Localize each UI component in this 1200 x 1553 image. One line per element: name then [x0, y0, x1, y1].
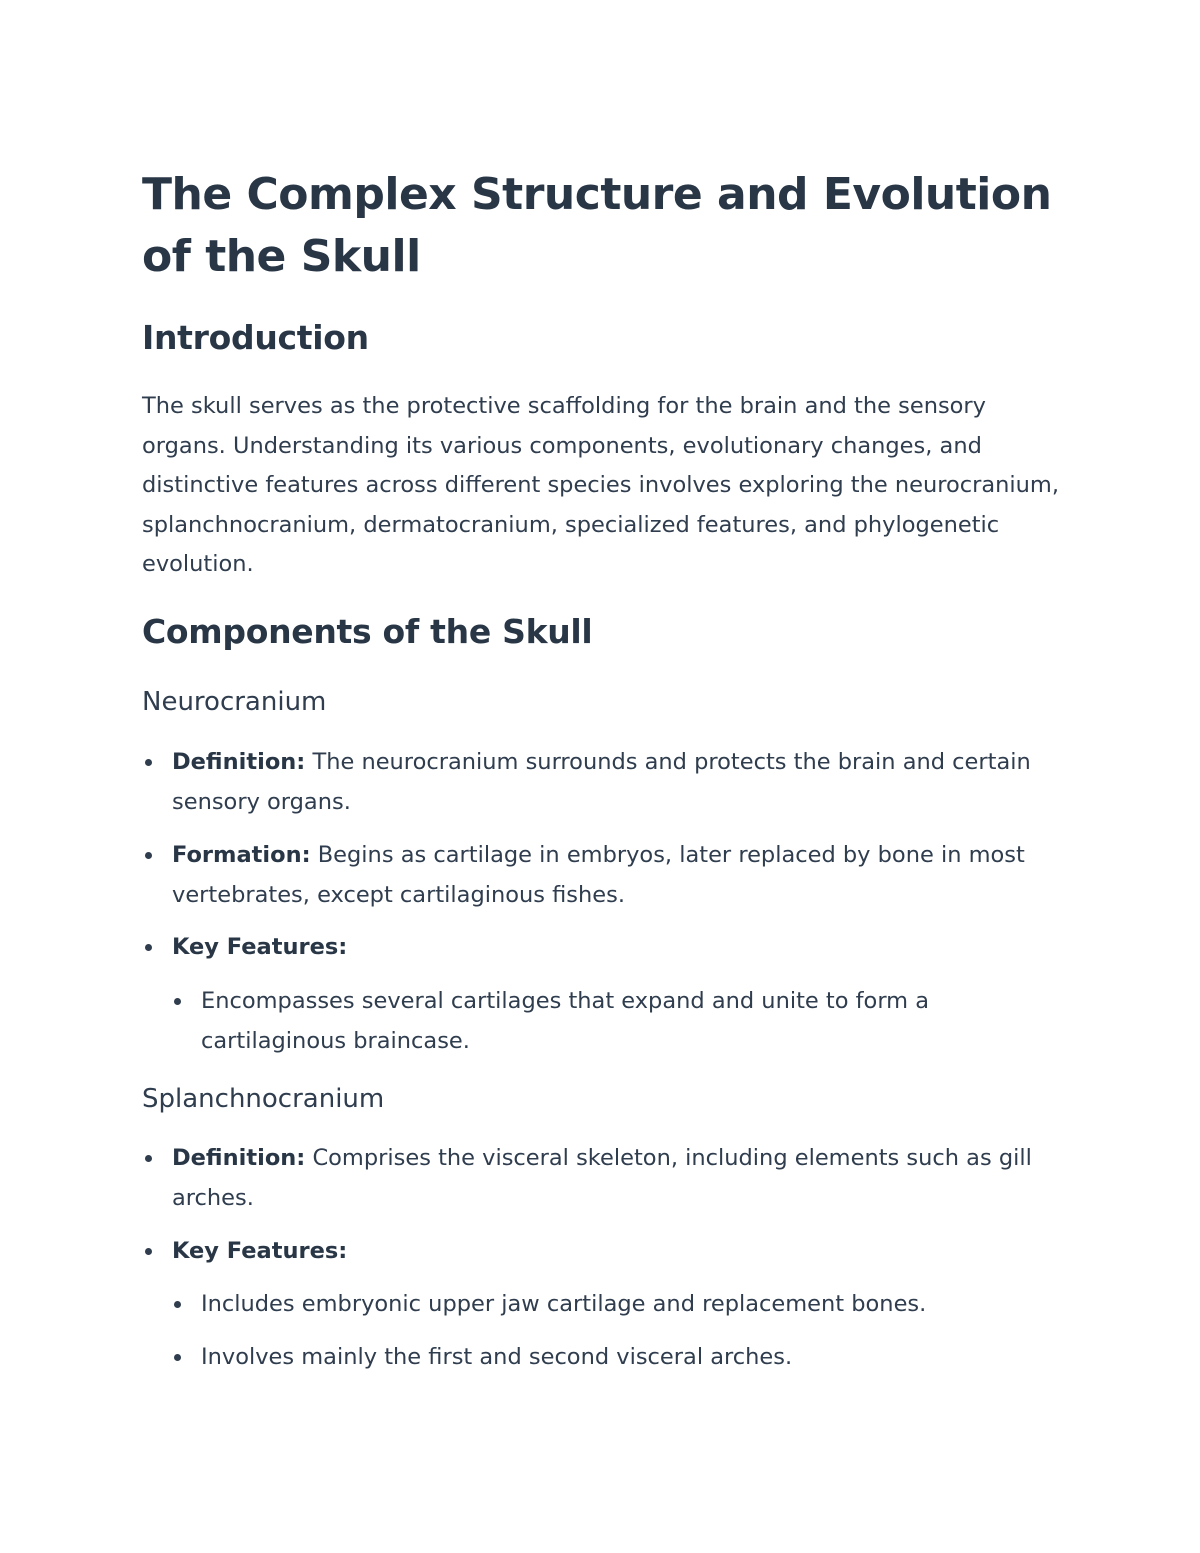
list-item-neurocranium-formation [172, 836, 1052, 915]
bullet-icon [145, 852, 152, 859]
sub-list-item [201, 1285, 1051, 1325]
list-item-splanchnocranium-definition [172, 1139, 1052, 1218]
formation-label: Formation: [172, 842, 311, 868]
subsection-heading-neurocranium: Neurocranium [142, 687, 327, 717]
formation-text: Begins as cartilage in embryos, later replaced by bone in most vertebrates, except cartilaginous fishes. [172, 842, 1025, 908]
list-item-neurocranium-key-features [172, 928, 1052, 968]
definition-text: Comprises the visceral skeleton, including elements such as gill arches. [172, 1145, 1032, 1211]
introduction-paragraph: The skull serves as the protective scaffolding for the brain and the sensory organs. Understanding its various components, evolutionary changes, and distinctive features across different species involves exploring the neurocranium, splanchnocranium, dermatocranium, specialized features, and phylogenetic evolution. [142, 393, 1059, 577]
definition-text: The neurocranium surrounds and protects the brain and certain sensory organs. [172, 749, 1031, 815]
sub-list-item [201, 982, 1051, 1061]
list-item-splanchnocranium-key-features [172, 1232, 1052, 1272]
key-features-label: Key Features: [172, 1238, 348, 1264]
sub-list-item-text: Encompasses several cartilages that expand and unite to form a cartilaginous braincase. [201, 988, 930, 1054]
definition-label: Definition: [172, 1145, 306, 1171]
sub-list-item-text: Includes embryonic upper jaw cartilage and replacement bones. [201, 1291, 927, 1317]
key-features-label: Key Features: [172, 934, 348, 960]
list-item-neurocranium-definition [172, 743, 1052, 822]
page-title: The Complex Structure and Evolution of the Skull [142, 169, 1052, 282]
subsection-heading-splanchnocranium: Splanchnocranium [142, 1084, 385, 1114]
bullet-icon [145, 759, 152, 766]
bullet-icon [145, 944, 152, 951]
bullet-icon [145, 1155, 152, 1162]
sub-list-item-text: Involves mainly the first and second visceral arches. [201, 1344, 793, 1370]
section-heading-components: Components of the Skull [142, 612, 593, 651]
sub-list-item [201, 1338, 1051, 1378]
section-heading-introduction: Introduction [142, 318, 369, 357]
bullet-icon [145, 1248, 152, 1255]
bullet-icon [174, 1301, 181, 1308]
bullet-icon [174, 998, 181, 1005]
bullet-icon [174, 1354, 181, 1361]
definition-label: Definition: [172, 749, 306, 775]
